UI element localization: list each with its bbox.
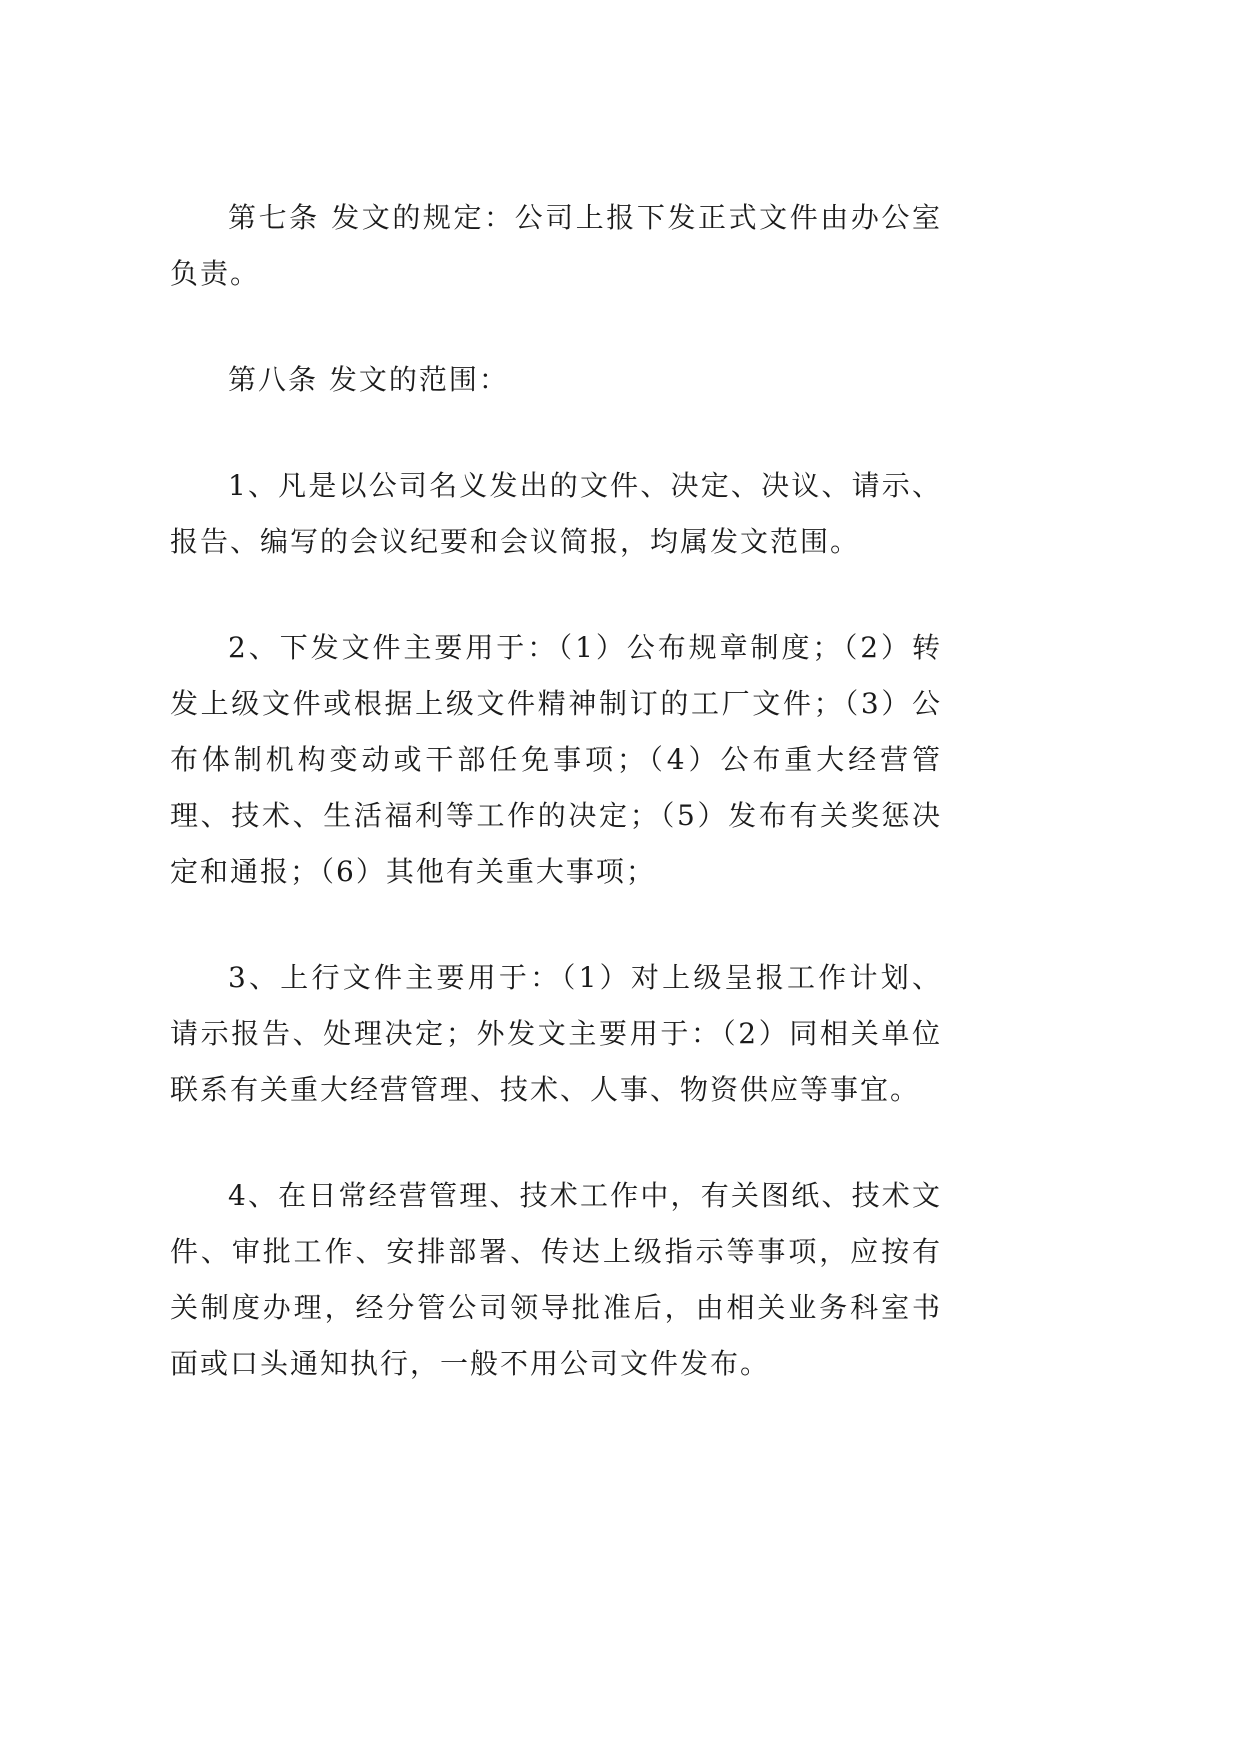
scope-item-3: 3、上行文件主要用于：（1）对上级呈报工作计划、请示报告、处理决定；外发文主要用于：（2）同相关单位联系有关重大经营管理、技术、人事、物资供应等事宜。 [170,961,942,1106]
scope-item-4: 4、在日常经营管理、技术工作中，有关图纸、技术文件、审批工作、安排部署、传达上级指示等事项，应按有关制度办理，经分管公司领导批准后，由相关业务科室书面或口头通知执行，一般不用公司文件发布。 [170,1179,942,1380]
article-7-paragraph: 第七条 发文的规定：公司上报下发正式文件由办公室负责。 [170,201,942,290]
document-body [170,190,942,1442]
scope-item-2: 2、下发文件主要用于：（1）公布规章制度；（2）转发上级文件或根据上级文件精神制订的工厂文件；（3）公布体制机构变动或干部任免事项；（4）公布重大经营管理、技术、生活福利等工作的决定；（5）发布有关奖惩决定和通报；（6）其他有关重大事项； [170,631,942,888]
scope-item-1: 1、凡是以公司名义发出的文件、决定、决议、请示、报告、编写的会议纪要和会议简报，均属发文范围。 [170,469,942,558]
article-8-heading: 第八条 发文的范围： [228,363,509,396]
